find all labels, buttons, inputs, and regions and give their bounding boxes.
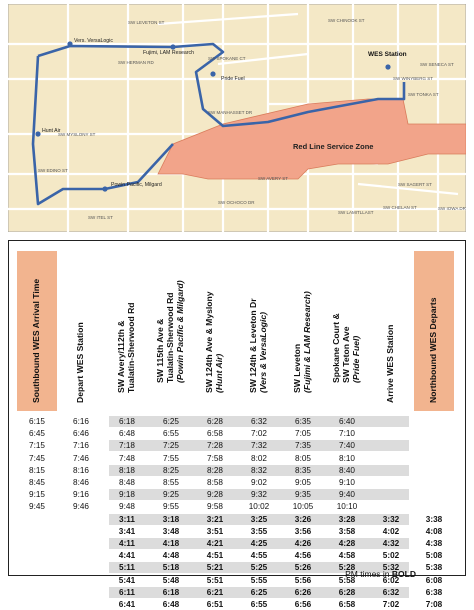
time-cell: 9:28 (207, 490, 223, 500)
time-cell: 9:58 (207, 502, 223, 512)
time-cell: 9:55 (163, 502, 179, 512)
time-cell: 7:02 (382, 600, 400, 609)
svg-text:SW AVERY ST: SW AVERY ST (258, 176, 289, 181)
column-header: Southbound WES Arrival Time (31, 278, 42, 404)
place-pride-fuel: Pride Fuel (221, 76, 245, 82)
time-cell: 9:15 (29, 490, 45, 500)
time-cell: 5:51 (206, 575, 224, 585)
time-cell: 4:26 (294, 539, 312, 548)
time-cell: 5:56 (294, 575, 312, 585)
time-cell: 8:05 (295, 453, 311, 463)
time-cell: 4:32 (382, 539, 400, 548)
svg-text:SW CHELAN ST: SW CHELAN ST (383, 205, 417, 210)
time-cell: 6:48 (119, 429, 135, 439)
time-cell: 3:56 (294, 526, 312, 536)
time-cell: 3:51 (206, 526, 224, 536)
stop-marker (35, 131, 40, 136)
column-header: Arrive WES Station (385, 324, 396, 404)
time-cell: 9:02 (251, 478, 267, 487)
svg-text:SW HERMAN RD: SW HERMAN RD (118, 60, 154, 65)
time-cell: 9:32 (251, 490, 267, 500)
time-cell: 5:21 (206, 563, 224, 573)
time-cell: 6:18 (119, 417, 135, 426)
time-cell: 3:41 (118, 526, 136, 536)
place-powin: Powin Pacific, Milgard (111, 182, 162, 188)
time-cell: 9:48 (119, 502, 135, 512)
time-cell: 5:11 (119, 563, 135, 573)
time-cell: 9:46 (73, 502, 89, 512)
time-cell: 6:48 (162, 600, 180, 609)
svg-text:SW IOWA DR: SW IOWA DR (438, 206, 466, 211)
time-cell: 6:28 (338, 587, 356, 597)
time-cell: 7:16 (73, 441, 89, 451)
svg-text:SW MYSLONY ST: SW MYSLONY ST (58, 132, 96, 137)
svg-text:SW LAMITLLAST: SW LAMITLLAST (338, 210, 374, 215)
time-cell: 6:32 (382, 587, 400, 597)
time-cell: 9:16 (73, 490, 89, 500)
time-cell: 7:05 (295, 429, 311, 439)
time-cell: 8:35 (295, 465, 311, 475)
time-cell: 3:26 (294, 514, 312, 524)
time-cell: 6:26 (294, 587, 312, 597)
time-cell: 7:02 (251, 429, 267, 439)
column-header: Northbound WES Departs (428, 297, 439, 404)
time-cell: 7:35 (295, 441, 311, 451)
time-cell: 8:25 (163, 465, 179, 475)
time-cell: 6:55 (163, 429, 179, 439)
time-cell: 7:45 (29, 453, 45, 463)
column-header: SW Avery/112th & Tualatin-Sherwood Rd (116, 302, 136, 394)
svg-text:SW EDINO ST: SW EDINO ST (38, 168, 68, 173)
svg-text:SW SENECA ST: SW SENECA ST (420, 62, 454, 67)
svg-text:SW LEVETON ST: SW LEVETON ST (128, 20, 165, 25)
time-cell: 6:55 (250, 600, 268, 609)
time-cell: 5:26 (294, 563, 312, 573)
pm-note: PM times in BOLD (345, 569, 416, 579)
time-cell: 8:46 (73, 478, 89, 487)
time-cell: 9:40 (339, 490, 355, 500)
column-header: SW 124th & Leveton Dr (Vers & VersaLogic) (248, 298, 268, 394)
time-cell: 6:41 (118, 600, 136, 609)
time-cell: 3:32 (382, 514, 400, 524)
stop-marker (67, 41, 72, 46)
time-cell: 6:40 (339, 417, 355, 426)
time-cell: 7:32 (251, 441, 267, 451)
time-cell: 4:58 (338, 551, 356, 561)
route-map (8, 4, 466, 232)
time-cell: 8:18 (119, 465, 135, 475)
stop-marker (170, 44, 175, 49)
stop-marker (210, 71, 215, 76)
column-header: SW Leveton (Fujimi & LAM Research) (292, 291, 312, 394)
svg-text:SW ITEL ST: SW ITEL ST (88, 215, 113, 220)
schedule-table (8, 240, 466, 609)
time-cell: 6:58 (207, 429, 223, 439)
time-cell: 6:16 (73, 417, 89, 426)
time-cell: 4:21 (206, 539, 224, 548)
time-cell: 6:38 (425, 587, 443, 597)
time-cell: 6:58 (338, 600, 356, 609)
time-cell: 3:21 (206, 514, 224, 524)
time-cell: 7:10 (339, 429, 355, 439)
zone-label: Red Line Service Zone (293, 142, 374, 151)
svg-text:SW SPOKANE CT: SW SPOKANE CT (208, 56, 246, 61)
time-cell: 7:48 (119, 453, 135, 463)
time-cell: 8:28 (207, 465, 223, 475)
time-cell: 4:48 (162, 551, 180, 561)
time-cell: 3:28 (338, 514, 356, 524)
column-header: Depart WES Station (75, 322, 86, 404)
time-cell: 8:48 (119, 478, 135, 487)
time-cell: 6:21 (206, 587, 224, 597)
stop-marker (385, 64, 390, 69)
time-cell: 9:05 (295, 478, 311, 487)
time-cell: 5:41 (118, 575, 136, 585)
time-cell: 7:40 (339, 441, 355, 451)
time-cell: 5:32 (382, 563, 400, 573)
wes-station-label: WES Station (368, 51, 407, 58)
column-header: Spokane Court & SW Teton Ave (Pride Fuel) (331, 313, 361, 384)
time-cell: 10:05 (292, 502, 314, 512)
time-cell: 10:02 (248, 502, 270, 512)
time-cell: 6:28 (207, 417, 223, 426)
time-cell: 5:48 (162, 575, 180, 585)
time-cell: 5:28 (338, 563, 356, 573)
time-cell: 4:56 (294, 551, 312, 561)
svg-text:SW OCHOCO DR: SW OCHOCO DR (218, 200, 255, 205)
time-cell: 7:28 (207, 441, 223, 451)
svg-text:SW SAGERT ST: SW SAGERT ST (398, 182, 432, 187)
time-cell: 5:25 (250, 563, 268, 573)
place-fujimi: Fujimi, LAM Research (143, 50, 195, 56)
time-cell: 4:02 (382, 526, 400, 536)
time-cell: 9:10 (339, 478, 355, 487)
time-cell: 3:55 (250, 526, 268, 536)
time-cell: 10:10 (336, 502, 358, 512)
time-cell: 8:32 (251, 465, 267, 475)
time-cell: 5:58 (338, 575, 356, 585)
place-hunt-air: Hunt Air (42, 128, 61, 134)
time-cell: 8:16 (73, 465, 89, 475)
svg-text:SW TONKA ST: SW TONKA ST (408, 92, 439, 97)
time-cell: 4:55 (250, 551, 268, 561)
time-cell: 5:02 (382, 551, 400, 561)
map-canvas (8, 4, 466, 232)
time-cell: 6:25 (163, 417, 179, 426)
time-cell: 4:28 (338, 539, 356, 548)
time-cell: 8:45 (29, 478, 45, 487)
time-cell: 9:45 (29, 502, 45, 512)
time-cell: 6:08 (425, 575, 443, 585)
svg-text:SW CHINOOK ST: SW CHINOOK ST (328, 18, 365, 23)
time-cell: 9:35 (295, 490, 311, 500)
time-cell: 8:55 (163, 478, 179, 487)
time-cell: 3:48 (162, 526, 180, 536)
time-cell: 7:18 (119, 441, 135, 451)
time-cell: 4:18 (162, 539, 180, 548)
time-cell: 6:15 (29, 417, 45, 426)
time-cell: 6:25 (250, 587, 268, 597)
time-cell: 4:41 (118, 551, 136, 561)
column-header: SW 115th Ave & Tualatin-Sherwood Rd (Powin Pacific & Milgard) (155, 280, 185, 384)
time-cell: 6:18 (162, 587, 180, 597)
time-cell: 6:11 (119, 587, 135, 597)
time-cell: 7:15 (29, 441, 45, 451)
time-cell: 6:46 (73, 429, 89, 439)
time-cell: 6:45 (29, 429, 45, 439)
time-cell: 9:18 (119, 490, 135, 500)
time-cell: 8:10 (339, 453, 355, 463)
time-cell: 8:02 (251, 453, 267, 463)
time-cell: 8:58 (207, 478, 223, 487)
time-cell: 9:25 (163, 490, 179, 500)
time-cell: 3:11 (119, 514, 135, 524)
time-cell: 4:11 (119, 539, 135, 548)
time-cell: 4:08 (425, 526, 443, 536)
time-cell: 5:38 (425, 563, 443, 573)
column-header: SW 124th Ave & Myslony (Hunt Air) (204, 291, 224, 394)
place-versa: Vers. VersaLogic (74, 38, 113, 44)
time-cell: 6:32 (251, 417, 267, 426)
svg-text:SW WINYBERG ST: SW WINYBERG ST (393, 76, 434, 81)
time-cell: 7:25 (163, 441, 179, 451)
time-cell: 4:38 (425, 539, 443, 548)
time-cell: 6:35 (295, 417, 311, 426)
time-cell: 3:18 (162, 514, 180, 524)
time-cell: 7:08 (425, 600, 443, 609)
svg-text:SW MANHASSET DR: SW MANHASSET DR (208, 110, 253, 115)
time-cell: 5:18 (162, 563, 180, 573)
time-cell: 8:40 (339, 465, 355, 475)
stop-marker (102, 186, 107, 191)
time-cell: 3:58 (338, 526, 356, 536)
time-cell: 5:08 (425, 551, 443, 561)
time-cell: 3:38 (425, 514, 443, 524)
time-cell: 8:15 (29, 465, 45, 475)
time-cell: 6:56 (294, 600, 312, 609)
time-cell: 4:51 (206, 551, 224, 561)
time-cell: 6:02 (382, 575, 400, 585)
time-cell: 3:25 (250, 514, 268, 524)
time-cell: 6:51 (206, 600, 224, 609)
time-cell: 5:55 (250, 575, 268, 585)
time-cell: 7:55 (163, 453, 179, 463)
time-cell: 7:58 (207, 453, 223, 463)
time-cell: 7:46 (73, 453, 89, 463)
time-cell: 4:25 (250, 539, 268, 548)
